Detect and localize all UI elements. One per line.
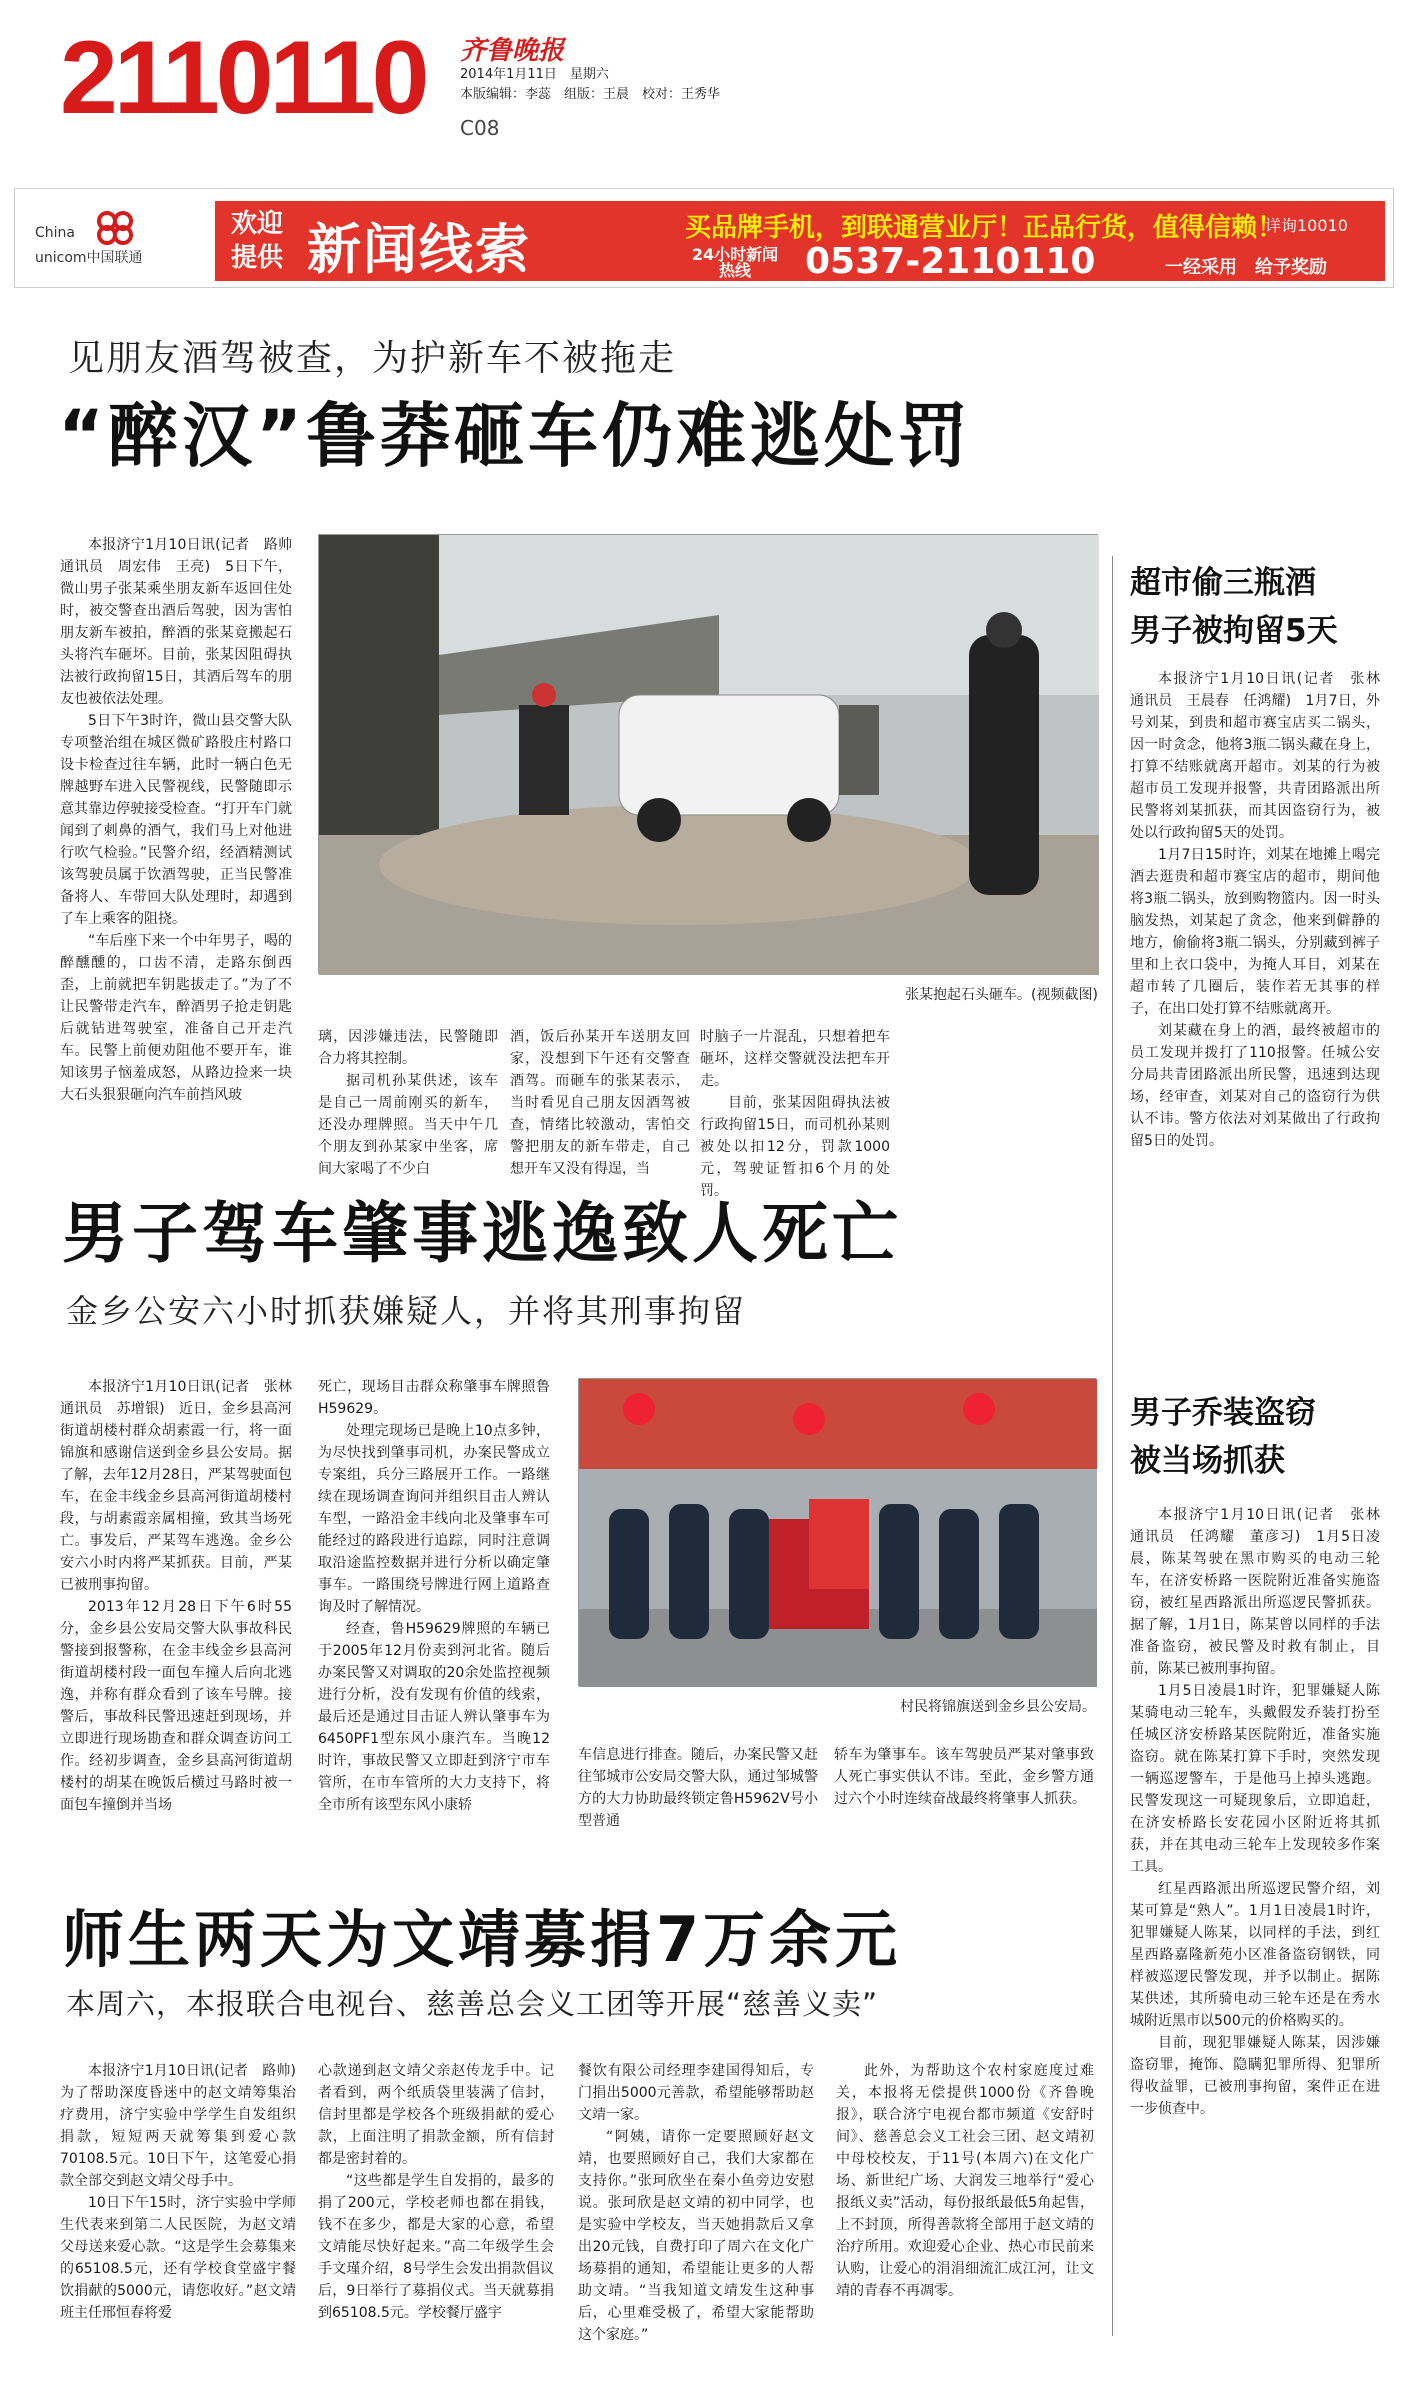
article1-paragraph: 5日下午3时许，微山县交警大队专项整治组在城区微矿路股庄村路口设卡检查过往车辆，此时一辆白色无牌越野车进入民警视线，民警随即示意其靠边停驶接受检查。“打开车门就闻到了刺鼻的酒气，我们马上对他进行吹气检验。”民警介绍，经酒精测试该驾驶员属于饮酒驾驶，正当民警准备将人、车带回大队处理时，却遇到了车上乘客的阻挠。	[60, 713, 292, 927]
banner-presentation-photo-icon	[579, 1379, 1097, 1687]
article2-paragraph: 死亡，现场目击群众称肇事车牌照鲁H59629。	[318, 1379, 550, 1417]
article1-paragraph: 目前，张某因阻碍执法被行政拘留15日，而司机孙某则被处以扣12分，罚款1000元，驾驶证暂扣6个月的处罚。	[700, 1095, 890, 1199]
sidebar1-paragraph: 1月7日15时许，刘某在地摊上喝完酒去逛贵和超市赛宝店的超市，期间他将3瓶二锅头，放到购物篮内。因一时头脑发热，刘某起了贪念，他来到僻静的地方，偷偷将3瓶二锅头，分别藏到裤子里和上衣口袋中，为掩人耳目，刘某在超市转了几圈后，装作若无其事的样子，在出口处打算不结账就离开。	[1130, 847, 1380, 1017]
article2-headline: 男子驾车肇事逃逸致人死亡	[62, 1195, 902, 1272]
article1-column-4	[700, 1026, 890, 1199]
sidebar2-paragraph: 目前，现犯罪嫌疑人陈某，因涉嫌盗窃罪，掩饰、隐瞒犯罪所得、犯罪所得收益罪，已被刑事拘留，案件正在进一步侦查中。	[1130, 2035, 1380, 2117]
article2-paragraph: 车信息进行排查。随后，办案民警又赶往邹城市公安局交警大队，通过邹城警方的大力协助最终锁定鲁H5962V号小型普通	[578, 1747, 818, 1829]
article1-paragraph: 酒，饭后孙某开车送朋友回家，没想到下午还有交警查酒驾。而砸车的张某表示，当时看见自己朋友因酒驾被查，情绪比较激动，害怕交警把朋友的新车带走，自己想开车又没有得逞，当	[510, 1029, 690, 1177]
sidebar2-body	[1130, 1504, 1394, 2340]
car-smash-photo-icon	[319, 535, 1099, 975]
article3-column-2	[318, 2060, 554, 2340]
article3-kicker: 本周六，本报联合电视台、慈善总会义工团等开展“慈善义卖”	[66, 1987, 879, 2021]
article3-column-4	[836, 2060, 1094, 2340]
column-divider	[1112, 556, 1113, 2336]
article3-paragraph: “这些都是学生自发捐的，最多的捐了200元，学校老师也都在捐钱，钱不在多少，都是大家的心意，希望文靖能尽快好起来。”高二年级学生会手文瑾介绍，8号学生会发出捐款倡议后，9日举行了募捐仪式。当天就募捐到65108.5元。学校餐厅盛宇	[318, 2173, 554, 2321]
article2-photo	[578, 1378, 1096, 1686]
article3-paragraph: 10日下午15时，济宁实验中学师生代表来到第二人民医院，为赵文靖父母送来爱心款。“这是学生会募集来的65108.5元，还有学校食堂盛宇餐饮捐献的5000元，请您收好。”赵文靖班主任邢恒春将爱	[60, 2195, 296, 2321]
article1-column-3	[510, 1026, 690, 1177]
sidebar2-paragraph: 1月5日凌晨1时许，犯罪嫌疑人陈某骑电动三轮车，头戴假发乔装打扮至任城区济安桥路某医院附近，准备实施盗窃。就在陈某打算下手时，突然发现一辆巡逻警车，于是他马上掉头逃跑。民警发现这一可疑现象后，立即追赶，在济安桥路长安花园小区附近将其抓获，并在其电动三轮车上发现较多作案工具。	[1130, 1683, 1380, 1875]
hotline-banner	[14, 188, 1394, 288]
unicom-logo-text-en: China	[35, 225, 75, 241]
page-number: C08	[460, 116, 500, 140]
article3-column-1	[60, 2060, 310, 2340]
banner-phone: 0537-2110110	[805, 241, 1096, 282]
article1-kicker: 见朋友酒驾被查，为护新车不被拖走	[68, 338, 677, 379]
sidebar2-paragraph: 红星西路派出所巡逻民警介绍，刘某可算是“熟人”。1月1日凌晨1时许，犯罪嫌疑人陈某，以同样的手法，到红星西路嘉隆新苑小区准备盗窃钢铁，同样被巡逻民警发现，并予以制止。据陈某供述，其所骑电动三轮车还是在秀水城附近黑市以500元的价格购买的。	[1130, 1881, 1380, 2029]
banner-title: 新闻线索	[307, 217, 531, 281]
article2-paragraph: 轿车为肇事车。该车驾驶员严某对肇事致人死亡事实供认不讳。至此，金乡警方通过六个小时连续奋战最终将肇事人抓获。	[834, 1747, 1094, 1807]
article1-photo	[318, 534, 1098, 974]
sidebar2-headline-line2: 被当场抓获	[1130, 1443, 1285, 1479]
article2-column-4	[834, 1744, 1094, 1844]
article2-kicker: 金乡公安六小时抓获嫌疑人，并将其刑事拘留	[66, 1292, 747, 1330]
article1-caption: 张某抱起石头砸车。(视频截图)	[905, 987, 1098, 1003]
masthead-hotline-number: 2110110	[60, 20, 426, 136]
article3-paragraph: 本报济宁1月10日讯(记者 路帅) 为了帮助深度昏迷中的赵文靖筹集治疗费用，济宁实验中学学生自发组织捐款，短短两天就筹集到爱心款70108.5元。10日下午，这笔爱心捐款全部交到赵文靖父母手中。	[60, 2063, 310, 2189]
article3-headline: 师生两天为文靖募捐7万余元	[62, 1903, 902, 1976]
sidebar1-paragraph: 本报济宁1月10日讯(记者 张林 通讯员 王晨春 任鸿耀) 1月7日，外号刘某，到贵和超市赛宝店买二锅头，因一时贪念，他将3瓶二锅头藏在身上，打算不结账就离开超市。刘某的行为被超市员工发现并报警，共青团路派出所民警将刘某抓获，而其因盗窃行为，被处以行政拘留5天的处罚。	[1130, 671, 1394, 841]
article2-column-3	[578, 1744, 818, 1844]
article3-paragraph: 心款递到赵文靖父亲赵传龙手中。记者看到，两个纸质袋里装满了信封，信封里都是学校各个班级捐献的爱心款，上面注明了捐款金额，所有信封都是密封着的。	[318, 2063, 554, 2167]
unicom-logo-text: unicom中国联通	[35, 250, 143, 266]
issue-date: 2014年1月11日 星期六	[460, 67, 609, 82]
sidebar1-headline-line2: 男子被拘留5天	[1130, 613, 1338, 649]
article1-column-2	[318, 1026, 498, 1177]
article2-caption: 村民将锦旗送到金乡县公安局。	[900, 1699, 1096, 1715]
sidebar2-paragraph: 本报济宁1月10日讯(记者 张林 通讯员 任鸿耀 董彦习) 1月5日凌晨，陈某驾驶在黑市购买的电动三轮车，在济安桥路一医院附近准备实施盗窃，被红星西路派出所巡逻民警抓获。据了解，1月1日，陈某曾以同样的手法准备盗窃，被民警及时救有制止，目前，陈某已被刑事拘留。	[1130, 1507, 1394, 1677]
unicom-knot-icon	[85, 207, 145, 247]
article1-paragraph: “车后座下来一个中年男子，喝的醉醺醺的，口齿不清，走路东倒西歪，上前就把车钥匙拔走了。”为了不让民警带走汽车，醉酒男子抢走钥匙后就钻进驾驶室，准备自己开走汽车。民警上前便劝阻他不要开车，谁知该男子恼羞成怒，从路边捡来一块大石头狠狠砸向汽车前挡风玻	[60, 933, 292, 1103]
article2-column-2	[318, 1376, 550, 1844]
article3-column-3	[578, 2060, 814, 2343]
paper-logo: 齐鲁晚报	[460, 36, 565, 66]
sidebar1-body	[1130, 668, 1394, 1344]
article1-paragraph: 时脑子一片混乱，只想着把车砸坏，这样交警就没法把车开走。	[700, 1029, 890, 1089]
sidebar2-headline-line1: 男子乔装盗窃	[1130, 1395, 1316, 1431]
article1-paragraph: 据司机孙某供述，该车是自己一周前刚买的新车，还没办理牌照。当天中午几个朋友到孙某家中坐客，席间大家喝了不少白	[318, 1073, 498, 1177]
banner-promo: 买品牌手机，到联通营业厅！正品行货，值得信赖！	[685, 213, 1284, 243]
article3-paragraph: 此外，为帮助这个农村家庭度过难关，本报将无偿提供1000份《齐鲁晚报》，联合济宁电视台都市频道《安舒时间》、慈善总会义工社会三团、赵文靖初中母校校友，于11号(本周六)在文化广场、新世纪广场、大润发三地举行“爱心报纸义卖”活动，每份报纸最低5角起售，上不封顶，所得善款将全部用于赵文靖的治疗所用。欢迎爱心企业、热心市民前来认购，让爱心的涓涓细流汇成江河，让文靖的青春不再凋零。	[836, 2063, 1094, 2299]
article3-paragraph: 餐饮有限公司经理李建国得知后，专门捐出5000元善款，希望能够帮助赵文靖一家。	[578, 2063, 814, 2123]
sidebar1-paragraph: 刘某藏在身上的酒，最终被超市的员工发现并拨打了110报警。任城公安分局共青团路派出所民警，迅速到达现场，经审查，刘某对自己的盗窃行为供认不讳。警方依法对刘某做出了行政拘留5日的处罚。	[1130, 1023, 1380, 1149]
banner-reward: 一经采用 给予奖励	[1165, 257, 1327, 278]
sidebar1-headline-line1: 超市偷三瓶酒	[1130, 565, 1316, 601]
article2-paragraph: 2013年12月28日下午6时55分，金乡县公安局交警大队事故科民警接到报警称，在金丰线金乡县高河街道胡楼村段一面包车撞人后向北逃逸，并称有群众看到了该车号牌。接警后，事故科民警迅速赶到现场，并立即进行现场勘查和群众调查访问工作。经初步调查，金乡县高河街道胡楼村的胡某在晚饭后横过马路时被一面包车撞倒并当场	[60, 1599, 292, 1813]
article1-column-1	[60, 534, 306, 1120]
editor-credits: 本版编辑：李蕊 组版：王晨 校对：王秀华	[460, 87, 721, 102]
article1-paragraph: 璃，因涉嫌违法，民警随即合力将其控制。	[318, 1029, 498, 1067]
article2-column-1	[60, 1376, 306, 1844]
article2-paragraph: 处理完现场已是晚上10点多钟，为尽快找到肇事司机，办案民警成立专案组，兵分三路展开工作。一路继续在现场调查询问并组织目击人辨认车型，一路沿金丰线向北及肇事车可能经过的路段进行追踪，同时注意调取沿途监控数据并进行分析以确定肇事车。一路围绕号牌进行网上道路查询及时了解情况。	[318, 1423, 550, 1615]
banner-welcome: 欢迎提供	[231, 209, 284, 273]
banner-hotline-label: 24小时新闻热线	[691, 245, 779, 280]
banner-detail: 详询10010	[1265, 216, 1348, 235]
banner-red-panel	[215, 201, 1385, 281]
article3-paragraph: “阿姨，请你一定要照顾好赵文靖，也要照顾好自己，我们大家都在支持你。”张珂欣坐在秦小鱼旁边安慰说。张珂欣是赵文靖的初中同学，也是实验中学校友，当天她捐款后又拿出20元钱，自费打印了周六在文化广场募捐的通知，希望能让更多的人帮助文靖。“当我知道文靖发生这种事后，心里难受极了，希望大家能帮助这个家庭。”	[578, 2129, 814, 2343]
article1-headline: “醉汉”鲁莽砸车仍难逃处罚	[58, 395, 973, 477]
article2-paragraph: 经查，鲁H59629牌照的车辆已于2005年12月份卖到河北省。随后办案民警又对调取的20余处监控视频进行分析，没有发现有价值的线索，最后还是通过目击证人辨认肇事车为6450PF1型东风小康汽车。当晚12时许，事故民警又立即赶到济宁市车管所，在市车管所的大力支持下，将全市所有该型东风小康轿	[318, 1621, 550, 1813]
article1-paragraph: 本报济宁1月10日讯(记者 路帅 通讯员 周宏伟 王亮) 5日下午，微山男子张某乘坐朋友新车返回住处时，被交警查出酒后驾驶，因为害怕朋友新车被拍，醉酒的张某竟搬起石头将汽车砸坏。目前，张某因阻碍执法被行政拘留15日，其酒后驾车的朋友也被依法处理。	[60, 537, 306, 707]
unicom-logo	[35, 207, 165, 271]
article2-paragraph: 本报济宁1月10日讯(记者 张林 通讯员 苏增银) 近日，金乡县高河街道胡楼村群众胡素霞一行，将一面锦旗和感谢信送到金乡县公安局。据了解，去年12月28日，严某驾驶面包车，在金丰线金乡县高河街道胡楼村段，与胡素霞亲属相撞，致其当场死亡。事发后，严某驾车逃逸。金乡公安六小时内将严某抓获。目前，严某已被刑事拘留。	[60, 1379, 306, 1593]
